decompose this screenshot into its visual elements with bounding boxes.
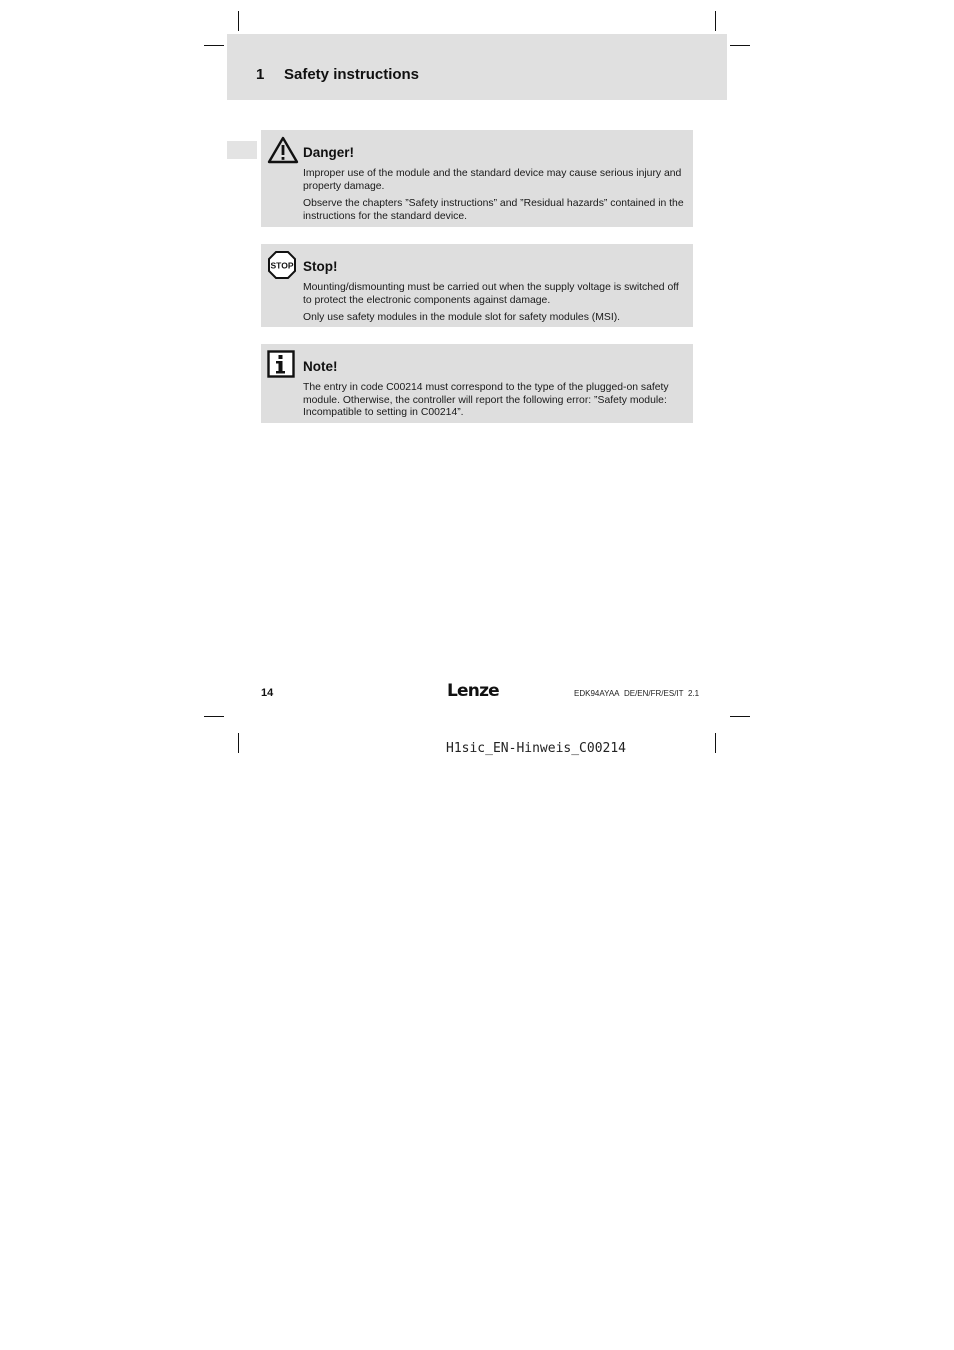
lenze-logo [447, 679, 503, 706]
danger-paragraph-2: Observe the chapters ”Safety instructions” and ”Residual hazards” contained in the instructions for the standard device. [303, 198, 684, 222]
document-version: 2.1 [687, 689, 700, 698]
crop-mark-top-left-horizontal [204, 45, 224, 46]
crop-mark-bottom-right-vertical [715, 733, 716, 753]
crop-mark-bottom-left-horizontal [204, 716, 224, 717]
note-title: Note! [303, 359, 338, 374]
crop-mark-top-left-vertical [238, 11, 239, 31]
crop-mark-top-right-horizontal [730, 45, 750, 46]
svg-text:Lenze: Lenze [447, 681, 499, 701]
danger-paragraph-1: Improper use of the module and the standard device may cause serious injury and property damage. [303, 168, 682, 192]
stop-sign-icon [267, 250, 297, 285]
warning-triangle-icon [267, 136, 299, 169]
file-label: H1sic_EN-Hinweis_C00214 [446, 741, 627, 756]
document-languages: DE/EN/FR/ES/IT [623, 689, 684, 698]
note-notice [261, 344, 693, 423]
stop-paragraph-1: Mounting/dismounting must be carried out when the supply voltage is switched off to protect the electronic components against damage. [303, 282, 679, 306]
crop-mark-bottom-right-horizontal [730, 716, 750, 717]
stop-sign-text: STOP [270, 260, 294, 271]
note-paragraph-1: The entry in code C00214 must correspond to the type of the plugged-on safety module. Otherwise, the controller will report the following error: ”Safety module: Incompatible to setting in C00214”. [303, 382, 669, 419]
stop-title: Stop! [303, 259, 338, 274]
crop-mark-bottom-left-vertical [238, 733, 239, 753]
chapter-title: Safety instructions [284, 66, 420, 83]
danger-title: Danger! [303, 145, 355, 160]
chapter-number: 1 [256, 66, 265, 83]
page-number: 14 [261, 687, 274, 699]
danger-notice [261, 130, 693, 227]
document-code: EDK94AYAA [574, 689, 620, 698]
crop-mark-top-right-vertical [715, 11, 716, 31]
stop-paragraph-2: Only use safety modules in the module slot for safety modules (MSI). [303, 312, 621, 323]
side-margin-tab [227, 141, 257, 159]
stop-notice [261, 244, 693, 327]
info-icon [267, 350, 295, 383]
document-code-line [574, 689, 699, 698]
